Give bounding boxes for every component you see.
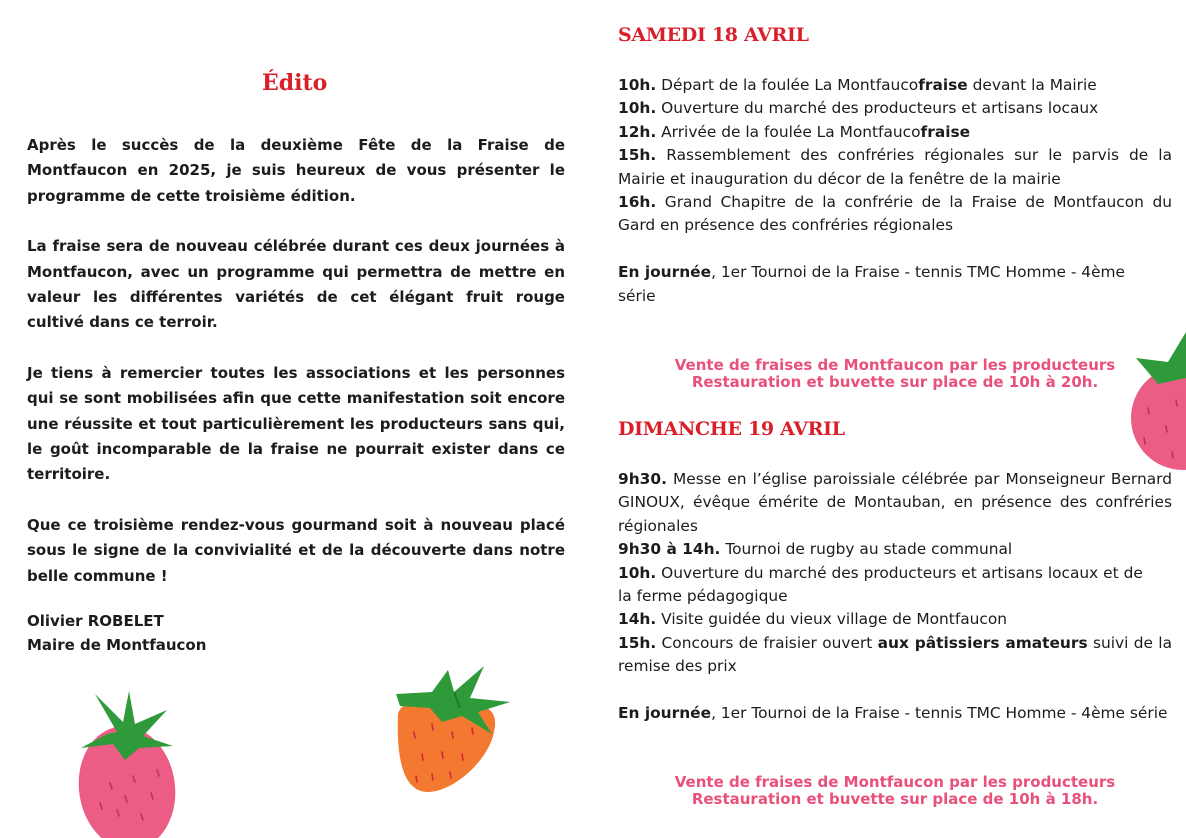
orange-strawberry-icon	[392, 662, 517, 797]
event-text: Messe en l’église paroissiale célébrée par Monseigneur Bernard GINOUX, évêque émérite de Montauban, en présence des confréries régionales	[618, 470, 1172, 535]
vente-line-1: Vente de fraises de Montfaucon par les producteurs	[674, 773, 1116, 791]
dimanche-event-4	[618, 608, 1172, 631]
event-text: Ouverture du marché des producteurs et artisans locaux et de la ferme pédagogique	[618, 563, 1143, 606]
event-time: 10h.	[618, 563, 657, 582]
event-time: 9h30.	[618, 470, 667, 488]
vente-line-1: Vente de fraises de Montfaucon par les producteurs	[674, 356, 1116, 374]
dimanche-vente	[618, 774, 1172, 808]
samedi-event-1	[618, 74, 1172, 97]
edito-paragraph-3: Je tiens à remercier toutes les associations et les personnes qui se sont mobilisées afin que cette manifestation soit encore une réussite et tout particulièrement les producteurs sans qui, le goût incomparable de la fraise ne pourrait exister dans ce territoire.	[27, 363, 565, 484]
event-time: 10h.	[618, 76, 657, 94]
event-time: 12h.	[618, 122, 657, 141]
event-time: 10h.	[618, 99, 657, 118]
edito-title: Édito	[262, 70, 328, 96]
signature-role: Maire de Montfaucon	[27, 636, 207, 654]
event-text: Ouverture du marché des producteurs et artisans locaux	[656, 99, 1099, 118]
pink-strawberry-icon	[55, 688, 180, 838]
event-time: 16h.	[618, 193, 657, 212]
event-text-after: devant la Mairie	[967, 76, 1097, 94]
edito-paragraph-2: La fraise sera de nouveau célébrée durant ces deux journées à Montfaucon, avec un programme qui permettra de mettre en valeur les différentes variétés de cet élégant fruit rouge cultivé dans ce terroir.	[27, 237, 565, 332]
event-bold: fraise	[918, 76, 968, 94]
event-text: Concours de fraisier ouvert	[656, 633, 878, 652]
journee-label: En journée	[618, 263, 712, 282]
samedi-event-5	[618, 191, 1172, 238]
samedi-event-2	[618, 97, 1172, 120]
event-text: Départ de la foulée La Montfauco	[656, 76, 919, 94]
event-text-after: suivi de la remise des prix	[618, 633, 1172, 676]
samedi-journee	[618, 261, 1128, 308]
journee-label: En journée	[618, 704, 712, 723]
edito-paragraph-1: Après le succès de la deuxième Fête de la Fraise de Montfaucon en 2025, je suis heureux de vous présenter le programme de cette troisième édition.	[27, 136, 565, 205]
event-text: Rassemblement des confréries régionales sur le parvis de la Mairie et inauguration du décor de la fenêtre de la mairie	[618, 146, 1172, 188]
event-text: Visite guidée du vieux village de Montfaucon	[656, 610, 1008, 629]
edito-body	[27, 133, 565, 614]
dimanche-event-3	[618, 562, 1148, 609]
samedi-title: SAMEDI 18 AVRIL	[618, 24, 809, 46]
event-text: Tournoi de rugby au stade communal	[720, 540, 1013, 559]
dimanche-title: DIMANCHE 19 AVRIL	[618, 418, 845, 440]
journee-text: , 1er Tournoi de la Fraise - tennis TMC Homme - 4ème série	[618, 263, 1126, 305]
signature	[27, 609, 206, 657]
event-time: 15h.	[618, 146, 657, 165]
event-time: 9h30 à 14h.	[618, 540, 721, 559]
dimanche-event-5	[618, 632, 1172, 679]
vente-line-2: Restauration et buvette sur place de 10h à 18h.	[691, 790, 1099, 808]
dimanche-event-2	[618, 538, 1172, 561]
samedi-event-4	[618, 144, 1172, 191]
vente-line-2: Restauration et buvette sur place de 10h à 20h.	[691, 373, 1099, 391]
pink-strawberry-icon	[1128, 328, 1186, 473]
signature-name: Olivier ROBELET	[27, 612, 164, 630]
dimanche-journee	[618, 702, 1172, 725]
event-text: Arrivée de la foulée La Montfauco	[656, 122, 921, 141]
edito-paragraph-4: Que ce troisième rendez-vous gourmand soit à nouveau placé sous le signe de la convivialité et de la découverte dans notre belle commune !	[27, 515, 565, 585]
dimanche-event-1	[618, 468, 1172, 538]
event-bold: fraise	[920, 122, 971, 141]
event-bold: aux pâtissiers amateurs	[877, 633, 1088, 652]
samedi-program	[618, 74, 1172, 308]
journee-text: , 1er Tournoi de la Fraise - tennis TMC Homme - 4ème série	[711, 704, 1168, 723]
samedi-event-3	[618, 121, 1172, 144]
event-time: 14h.	[618, 610, 657, 629]
event-time: 15h.	[618, 633, 657, 652]
event-text: Grand Chapitre de la confrérie de la Fraise de Montfaucon du Gard en présence des confréries régionales	[618, 193, 1172, 235]
samedi-vente	[618, 357, 1172, 391]
dimanche-program	[618, 468, 1172, 725]
